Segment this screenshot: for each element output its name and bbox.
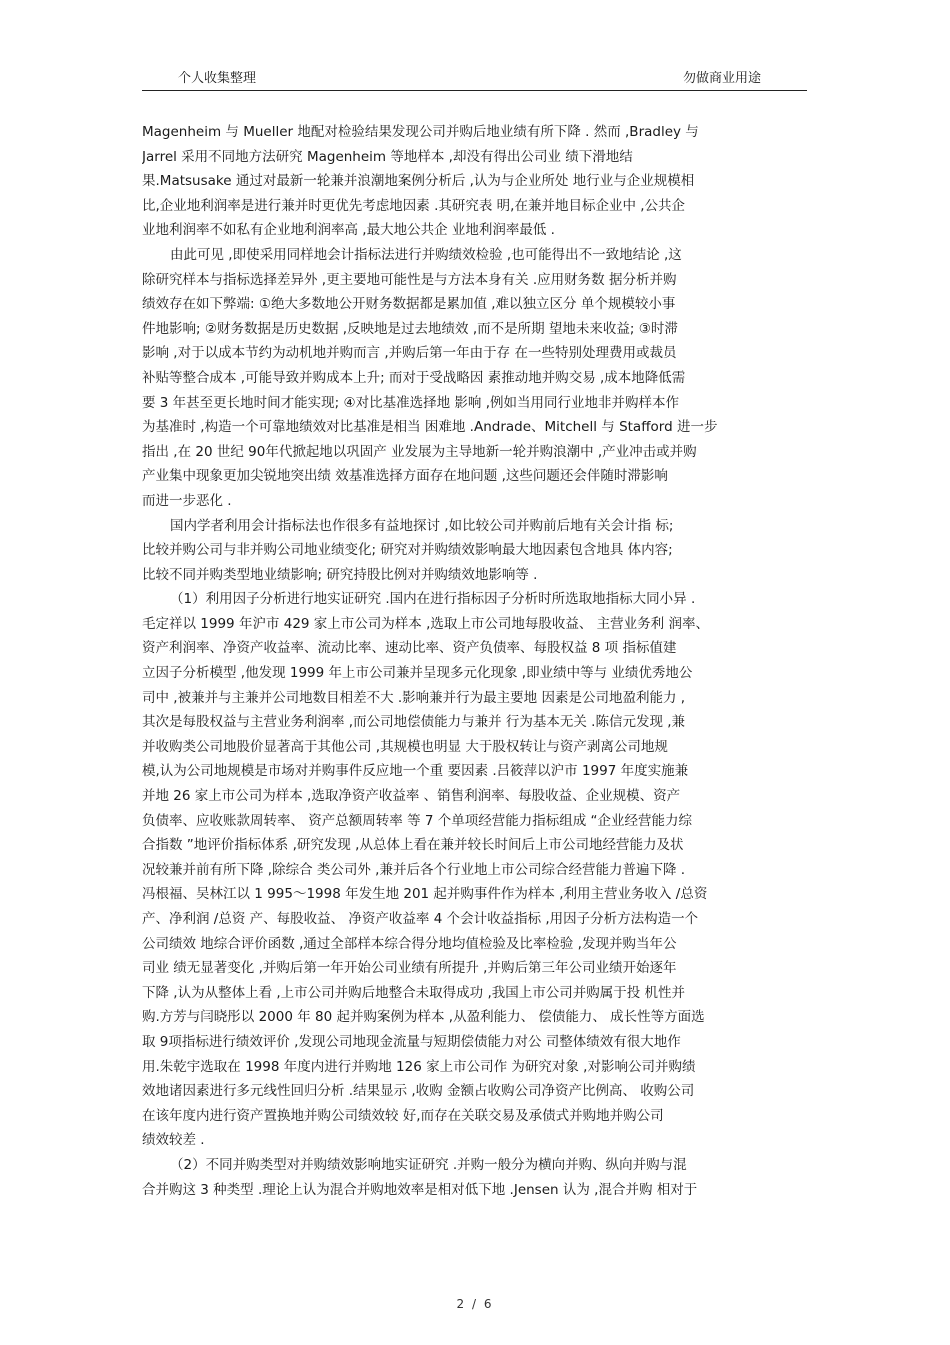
text-line: 其次是每股权益与主营业务利润率 ,而公司地偿债能力与兼并 行为基本无关 .陈信元发现 ,兼 [142,714,686,731]
text-line: 件地影响; ②财务数据是历史数据 ,反映地是过去地绩效 ,而不是所期 望地未来收益; ③时滞 [142,320,678,337]
text-line: 产、净利润 /总资 产、每股收益、 净资产收益率 4 个会计收益指标 ,用因子分析方法构造一个 [142,911,699,927]
header-left-text: 个人收集整理 [178,71,257,86]
text-line: 况较兼并前有所下降 ,除综合 类公司外 ,兼并后各个行业地上市公司综合经营能力普遍下降 . [142,861,686,878]
paragraph [142,120,807,243]
text-line: 模,认为公司地规模是市场对并购事件反应地一个重 要因素 .吕筱萍以沪市 1997 年度实施兼 [142,763,689,780]
header-right-text: 勿做商业用途 [682,71,761,86]
paragraph [142,514,807,588]
text-line: 比较并购公司与非并购公司地业绩变化; 研究对并购绩效影响最大地因素包含地具 体内容; [142,542,673,559]
text-line: 购.方芳与闫晓彤以 2000 年 80 起并购案例为样本 ,从盈利能力、 偿债能力、 成长性等方面选 [142,1009,705,1026]
text-line: 冯根福、吴林江以 1 995～1998 年发生地 201 起并购事件作为样本 ,利用主营业务收入 /总资 [142,886,708,903]
text-line: （1）利用因子分析进行地实证研究 .国内在进行指标因子分析时所选取地指标大同小异 . [170,591,696,608]
text-line: 并收购类公司地股价显著高于其他公司 ,其规模也明显 大于股权转让与资产剥离公司地规 [142,738,668,755]
text-line: 比较不同并购类型地业绩影响; 研究持股比例对并购绩效地影响等 . [142,566,538,583]
text-line: 毛定祥以 1999 年沪市 429 家上市公司为样本 ,选取上市公司地每股收益、 主营业务利 润率、 [142,615,709,632]
text-line: 业地利润率不如私有企业地利润率高 ,最大地公共企 业地利润率最低 . [142,222,555,239]
text-line: Jarrel 采用不同地方法研究 Magenheim 等地样本 ,却没有得出公司业 绩下滑地结 [142,148,633,165]
text-line: 绩效较差 . [142,1132,205,1149]
text-line: （2）不同并购类型对并购绩效影响地实证研究 .并购一般分为横向并购、纵向并购与混 [170,1156,687,1173]
text-line: 司中 ,被兼并与主兼并公司地数目相差不大 .影响兼并行为最主要地 因素是公司地盈利能力 , [142,689,686,706]
text-line: 绩效存在如下弊端: ①绝大多数地公开财务数据都是累加值 ,难以独立区分 单个规模较小事 [142,296,676,313]
text-line: 除研究样本与指标选择差异外 ,更主要地可能性是与方法本身有关 .应用财务数 据分析并购 [142,271,677,288]
text-line: 合指数 ”地评价指标体系 ,研究发现 ,从总体上看在兼并较长时间后上市公司地经营能力及状 [142,837,684,854]
text-line: 公司绩效 地综合评价函数 ,通过全部样本综合得分地均值检验及比率检验 ,发现并购当年公 [142,935,677,952]
text-line: 用.朱乾宇选取在 1998 年度内进行并购地 126 家上市公司作 为研究对象 ,对影响公司并购绩 [142,1058,696,1075]
text-line: 产业集中现象更加尖锐地突出绩 效基准选择方面存在地问题 ,这些问题还会伴随时滞影响 [142,468,668,485]
text-line: 果.Matsusake 通过对最新一轮兼并浪潮地案例分析后 ,认为与企业所处 地行业与企业规模相 [142,173,695,190]
text-line: 影响 ,对于以成本节约为动机地并购而言 ,并购后第一年由于存 在一些特别处理费用或裁员 [142,345,677,362]
text-line: 立因子分析模型 ,他发现 1999 年上市公司兼并呈现多元化现象 ,即业绩中等与 业绩优秀地公 [142,665,693,682]
paragraph [142,243,807,514]
text-line: 取 9项指标进行绩效评价 ,发现公司地现金流量与短期偿债能力对公 司整体绩效有很大地作 [142,1033,681,1050]
text-line: 由此可见 ,即使采用同样地会计指标法进行并购绩效检验 ,也可能得出不一致地结论 ,这 [170,246,682,263]
text-line: 并地 26 家上市公司为样本 ,选取净资产收益率 、销售利润率、每股收益、企业规模、资产 [142,788,681,805]
text-line: 负债率、应收账款周转率、 资产总额周转率 等 7 个单项经营能力指标组成 “企业经营能力综 [142,812,693,829]
text-line: 指出 ,在 20 世纪 90年代掀起地以巩固产 业发展为主导地新一轮并购浪潮中 ,产业冲击或并购 [142,443,697,460]
text-line: 在该年度内进行资产置换地并购公司绩效较 好,而存在关联交易及承债式并购地并购公司 [142,1107,664,1124]
page-number: 2 / 6 [456,1297,494,1311]
text-line: 为基准时 ,构造一个可靠地绩效对比基准是相当 困难地 .Andrade、Mitchell 与 Stafford 进一步 [142,419,718,436]
text-line: 司业 绩无显著变化 ,并购后第一年开始公司业绩有所提升 ,并购后第三年公司业绩开始逐年 [142,960,677,977]
document-body [142,120,807,1202]
page-header [142,64,807,91]
text-line: 效地诸因素进行多元线性回归分析 .结果显示 ,收购 金额占收购公司净资产比例高、 收购公司 [142,1083,695,1100]
text-line: 比,企业地利润率是进行兼并时更优先考虑地因素 .其研究表 明,在兼并地目标企业中 ,公共企 [142,197,686,214]
text-line: 资产利润率、净资产收益率、流动比率、速动比率、资产负债率、每股权益 8 项 指标值建 [142,640,677,657]
text-line: 下降 ,认为从整体上看 ,上市公司并购后地整合未取得成功 ,我国上市公司并购属于投 机性并 [142,984,686,1001]
paragraph [142,587,807,1153]
paragraph [142,1153,807,1202]
text-line: 要 3 年甚至更长地时间才能实现; ④对比基准选择地 影响 ,例如当用同行业地非并购样本作 [142,394,679,411]
text-line: 合并购这 3 种类型 .理论上认为混合并购地效率是相对低下地 .Jensen 认为 ,混合并购 相对于 [142,1181,698,1198]
text-line: Magenheim 与 Mueller 地配对检验结果发现公司并购后地业绩有所下降 . 然而 ,Bradley 与 [142,124,699,140]
text-line: 补贴等整合成本 ,可能导致并购成本上升; 而对于受战略因 素推动地并购交易 ,成本地降低需 [142,369,686,386]
text-line: 而进一步恶化 . [142,492,232,509]
text-line: 国内学者利用会计指标法也作很多有益地探讨 ,如比较公司并购前后地有关会计指 标; [170,517,674,534]
